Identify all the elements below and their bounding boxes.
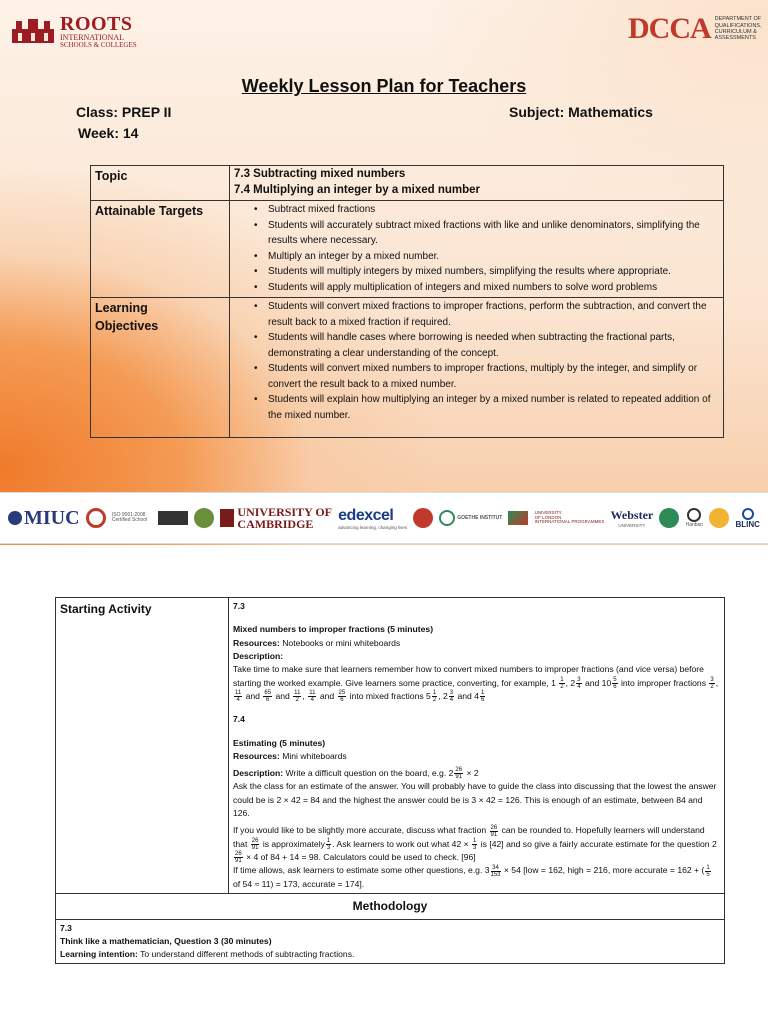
targets-row	[91, 201, 724, 298]
fraction: $\frac{1}{2}$	[560, 676, 564, 690]
fraction: $\frac{1}{6}$	[480, 690, 485, 704]
list-item: • Subtract mixed fractions	[234, 202, 719, 218]
fraction: $\frac{11}{2}$	[294, 690, 301, 704]
methodology-row	[56, 893, 725, 919]
list-item: • Students will accurately subtract mixed fractions with like and unlike denominators, simplifying the results where necessary.	[234, 218, 719, 249]
london-line1: UNIVERSITY	[534, 509, 562, 515]
fraction: $\frac{26}{91}$	[251, 837, 259, 851]
resources-value: Mini whiteboards	[282, 750, 347, 761]
cambridge-line2: CAMBRIDGE	[237, 517, 314, 531]
learning-intention-value: To understand different methods of subtracting fractions.	[140, 949, 355, 960]
edexcel-tagline: advancing learning, changing lives	[338, 524, 407, 530]
london-line3: INTERNATIONAL PROGRAMMES	[534, 519, 605, 525]
list-item: • Multiply an integer by a mixed number.	[234, 249, 719, 265]
topic-header: Topic	[91, 166, 230, 201]
methodology-header: Methodology	[56, 893, 725, 919]
objectives-row	[91, 298, 724, 438]
goethe-emblem-icon	[439, 510, 455, 526]
edexcel-logo-text: edexcel	[338, 506, 394, 524]
dcca-logo	[628, 12, 763, 46]
list-item: • Students will handle cases where borrowing is needed when subtracting the fractional parts, demonstrating a clear understanding of the concept.	[234, 330, 719, 361]
section-number: 7.3	[233, 601, 245, 611]
dcca-logo-name: DCCA	[628, 12, 711, 45]
topic-row	[91, 166, 724, 201]
targets-list	[234, 202, 719, 295]
dcca-line4: ASSESSMENTS	[714, 35, 756, 42]
partner-mark-icon	[508, 511, 528, 525]
fraction: $\frac{26}{91}$	[490, 824, 498, 838]
dcca-line3: CURRICULUM &	[714, 29, 757, 35]
topic-line: 7.4 Multiplying an integer by a mixed number	[234, 183, 481, 196]
starting-activity-header: Starting Activity	[56, 598, 229, 894]
list-item: • Students will convert mixed fractions to improper fractions, perform the subtraction, and convert the result back to a mixed fraction if required.	[234, 299, 719, 330]
methodology-content-row	[56, 919, 725, 964]
fraction: $\frac{25}{6}$	[338, 690, 346, 704]
fraction: $\frac{1}{2}$	[432, 690, 437, 704]
green-emblem-icon	[659, 508, 679, 528]
learning-intention	[60, 948, 720, 961]
activity-table	[55, 597, 725, 964]
cambridge-line1: UNIVERSITY OF	[237, 505, 332, 519]
description-label: Description:	[233, 768, 284, 779]
objectives-header	[91, 298, 230, 438]
objectives-header-line2: Objectives	[95, 318, 159, 333]
roots-emblem-icon	[10, 17, 56, 47]
fraction: $\frac{26}{91}$	[455, 767, 463, 781]
blinc-logo-text: BLINC	[735, 519, 760, 529]
hanban-logo-text: Hanban	[685, 522, 704, 528]
fraction: $\frac{11}{4}$	[309, 690, 316, 704]
resources-value: Notebooks or mini whiteboards	[282, 637, 401, 648]
fraction: $\frac{11}{4}$	[235, 690, 242, 704]
net-emblem-icon	[194, 508, 214, 528]
cambridge-logo	[220, 506, 332, 530]
paragraph: Ask the class for an estimate of the answer. You will probably have to guide the class into discussing that the lowest the answer could be is 2 × 42 = 84 and the highest the answer could be is 3 × 42 = 126. This is enough of an estimate, between 84 and 126.	[233, 781, 717, 819]
section-number: 7.4	[233, 714, 245, 725]
resources-label: Resources:	[233, 750, 280, 761]
fraction: $\frac{3}{2}$	[710, 676, 714, 690]
webster-logo	[611, 508, 654, 528]
miuc-logo	[8, 507, 80, 530]
starting-activity-content	[229, 598, 725, 894]
document-title: Weekly Lesson Plan for Teachers	[241, 76, 527, 96]
blinc-logo	[735, 508, 759, 529]
roots-logo-line1: INTERNATIONAL	[60, 33, 124, 42]
targets-header: Attainable Targets	[91, 201, 230, 298]
section-number: 7.3	[60, 922, 72, 933]
webster-logo-sub: UNIVERSITY	[618, 523, 646, 528]
miuc-logo-text: MIUC	[24, 506, 80, 529]
dcca-line2: QUALIFICATIONS,	[714, 22, 762, 29]
blinc-emblem-icon	[742, 508, 754, 520]
partner-logo-strip	[0, 492, 768, 544]
fraction: $\frac{3}{4}$	[577, 676, 581, 690]
resources-line	[233, 637, 720, 650]
cambridge-shield-icon	[220, 509, 234, 527]
university-of-london-logo	[535, 511, 605, 526]
resources-line	[233, 750, 720, 763]
fraction: $\frac{26}{91}$	[235, 851, 242, 865]
week-label: Week: 14	[78, 125, 139, 141]
goethe-logo-text: GOETHE INSTITUT	[457, 515, 503, 521]
goethe-logo	[439, 510, 502, 526]
roots-logo	[10, 14, 137, 49]
list-item: • Students will apply multiplication of integers and mixed numbers to solve word problems	[234, 280, 719, 296]
roots-logo-line2: SCHOOLS & COLLEGES	[60, 41, 137, 49]
activity-title: Think like a mathematician, Question 3 (30 minutes)	[60, 935, 272, 946]
fraction: $\frac{5}{6}$	[613, 676, 617, 690]
red-emblem-icon	[86, 508, 106, 528]
edexcel-logo	[338, 507, 407, 530]
objectives-header-line1: Learning	[95, 301, 148, 316]
list-item: • Students will multiply integers by mixed numbers, simplifying the results where appropriate.	[234, 264, 719, 280]
miuc-emblem-icon	[8, 511, 22, 525]
dcca-line1: DEPARTMENT OF	[714, 16, 762, 23]
list-item: • Students will convert mixed numbers to improper fractions, multiply by the integer, and simplify or convert the result back to a mixed number.	[234, 361, 719, 392]
london-line2: OF LONDON	[534, 514, 562, 520]
fraction: $\frac{1}{3}$	[326, 837, 331, 851]
red-circle-icon	[413, 508, 433, 528]
activity-title: Estimating (5 minutes)	[233, 737, 326, 748]
award-badge-icon	[158, 511, 188, 525]
fraction: $\frac{34}{153}$	[490, 864, 501, 878]
learning-intention-label: Learning intention:	[60, 949, 138, 960]
list-item: • Students will explain how multiplying an integer by a mixed number is related to repeated addition of the mixed number.	[234, 392, 719, 423]
yellow-emblem-icon	[709, 508, 729, 528]
fraction: $\frac{3}{4}$	[449, 690, 454, 704]
class-label: Class: PREP II	[76, 104, 172, 120]
roots-logo-name: ROOTS	[60, 13, 133, 35]
activity-title: Mixed numbers to improper fractions (5 minutes)	[233, 624, 434, 635]
webster-logo-text: Webster	[610, 508, 654, 522]
hanban-logo	[686, 508, 704, 528]
topic-line: 7.3 Subtracting mixed numbers	[234, 168, 406, 180]
topic-value	[230, 166, 724, 201]
fraction: $\frac{65}{6}$	[264, 690, 272, 704]
subject-label: Subject: Mathematics	[509, 104, 653, 120]
resources-label: Resources:	[233, 637, 280, 648]
paragraph: If you would like to be slightly more accurate, discuss what fraction $\frac{26}{91}$ can be rounded to. Hopefully learners will understand that $\frac{26}{91}$ is approximately $\frac{1}{3}$ . Ask learners to work out what 42 × $\frac{1}{3}$ is [42] and so give a fairly accurate estimate for the question 2 $\frac{26}{91}$ × 4 of 84 + 14 = 98. Calculators could be used to check. [96]	[233, 824, 717, 865]
lesson-plan-page-2	[0, 545, 768, 1024]
lesson-plan-table	[90, 165, 724, 438]
objectives-list	[234, 299, 719, 423]
iso-award-logo: ISO 9001:2008 Certified School	[111, 511, 148, 523]
fraction: $\frac{1}{5}$	[706, 864, 710, 878]
description-text: Take time to make sure that learners remember how to convert mixed numbers to improper fractions (and vice versa) before starting the worked example. Give learners some practice, converting, for example, 1 $\frac{1}{2}$ , 2 $\frac{3}{4}$ and 10 $\frac{5}{6}$ into improper fractions $\frac{3}{2}$ , $\frac{11}{4}$ and $\frac{65}{6}$ and $\frac{11}{2}$ , $\frac{11}{4}$ and $\frac{25}{6}$ into mixed fractions 5 $\frac{1}{2}$ , 2 $\frac{3}{4}$ and 4 $\frac{1}{6}$	[233, 664, 719, 704]
description-label: Description:	[233, 650, 284, 661]
description-line: Description: Write a difficult question on the board, e.g. 2 $\frac{26}{91}$ × 2	[233, 767, 479, 781]
paragraph: If time allows, ask learners to estimate some other questions, e.g. 3 $\frac{34}{153}$ × 54 [low = 162, high = 216, more accurate = 162 + ( $\frac{1}{5}$ of 54 ≈ 11) = 173, accurate = 174].	[233, 864, 710, 889]
fraction: $\frac{1}{3}$	[473, 837, 477, 851]
starting-activity-row	[56, 598, 725, 894]
hanban-emblem-icon	[687, 508, 701, 522]
methodology-content	[56, 919, 725, 964]
